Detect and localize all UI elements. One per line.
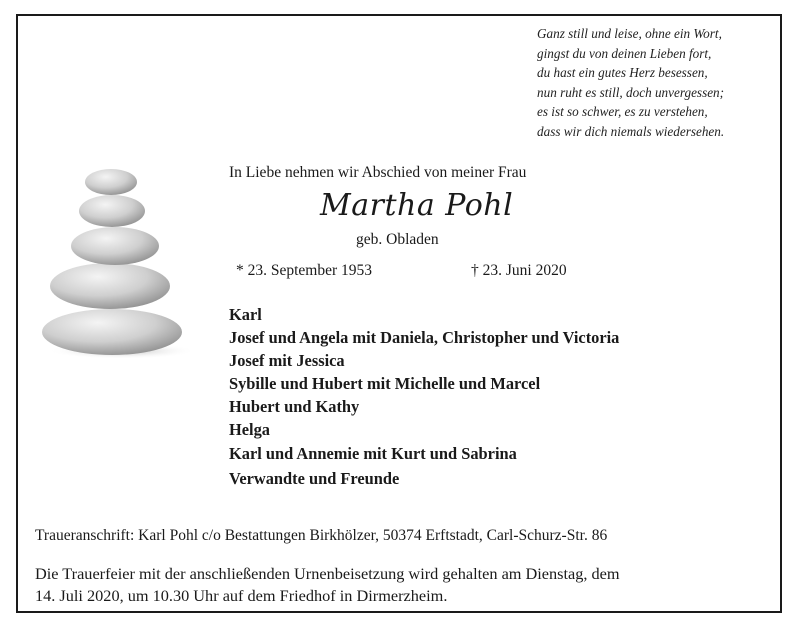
intro-text: In Liebe nehmen wir Abschied von meiner Frau xyxy=(229,164,527,181)
mourners-list xyxy=(229,303,619,490)
death-date: † 23. Juni 2020 xyxy=(471,262,567,279)
poem-line: Ganz still und leise, ohne ein Wort, xyxy=(537,26,722,41)
mourner-item: Josef und Angela mit Daniela, Christopher und Victoria xyxy=(229,328,620,348)
deceased-name: Martha Pohl xyxy=(320,188,514,223)
poem-line: nun ruht es still, doch unvergessen; xyxy=(537,84,725,100)
maiden-name: geb. Obladen xyxy=(356,231,439,248)
poem-line: es ist so schwer, es zu verstehen, xyxy=(537,104,708,119)
poem-line: gingst du von deinen Lieben fort, xyxy=(537,45,712,61)
funeral-service-info xyxy=(35,563,775,607)
service-line: Die Trauerfeier mit der anschließenden Urnenbeisetzung wird gehalten am Dienstag, dem xyxy=(35,564,620,583)
mourner-item: Helga xyxy=(229,420,270,440)
mourner-item: Hubert und Kathy xyxy=(229,397,360,417)
mourner-item: Karl und Annemie mit Kurt und Sabrina xyxy=(229,443,517,463)
service-line: 14. Juli 2020, um 10.30 Uhr auf dem Friedhof in Dirmerzheim. xyxy=(35,586,448,605)
mourner-item: Karl xyxy=(229,305,262,324)
condolence-address: Traueranschrift: Karl Pohl c/o Bestattungen Birkhölzer, 50374 Erftstadt, Carl-Schurz-Str. 86 xyxy=(35,527,608,544)
poem xyxy=(537,24,777,141)
poem-line: dass wir dich niemals wiedersehen. xyxy=(537,123,725,139)
poem-line: du hast ein gutes Herz besessen, xyxy=(537,65,708,80)
birth-date: * 23. September 1953 xyxy=(236,262,373,279)
stacked-stones-image xyxy=(40,165,192,360)
mourner-item: Sybille und Hubert mit Michelle und Marcel xyxy=(229,374,541,394)
mourner-item: Verwandte und Freunde xyxy=(229,468,400,488)
mourner-item: Josef mit Jessica xyxy=(229,351,345,371)
